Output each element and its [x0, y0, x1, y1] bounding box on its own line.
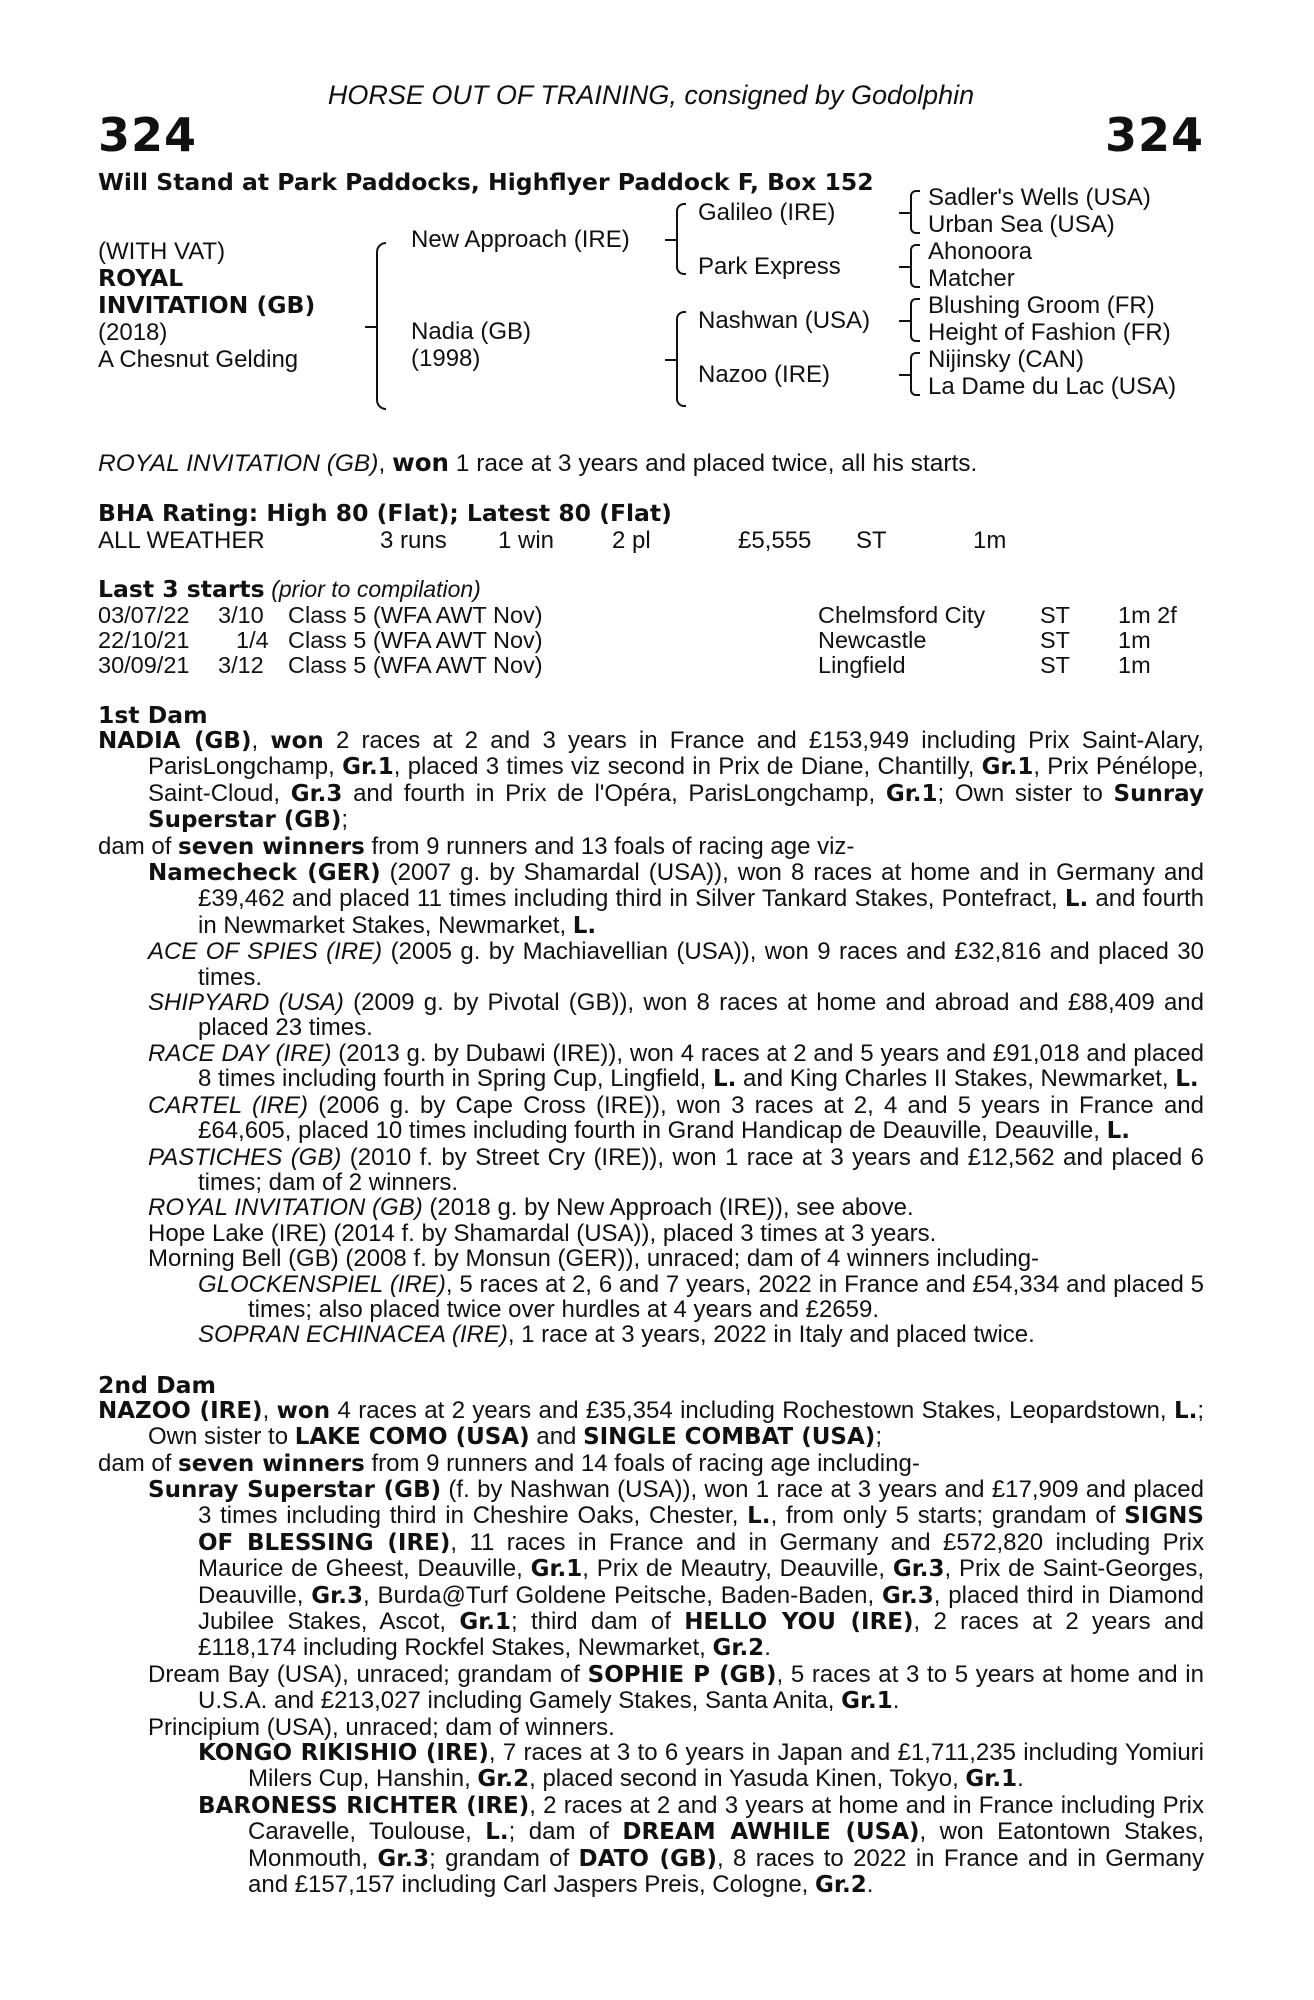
horse-identity — [98, 238, 358, 373]
grade-label: L. — [1173, 1397, 1198, 1424]
start-going: ST — [1040, 627, 1071, 653]
text-run: , placed third in Diamond Jubilee Stakes, Ascot, — [198, 1581, 1204, 1635]
produce-entry: Principium (USA), unraced; dam of winners. — [148, 1713, 615, 1741]
text-run: (2006 g. by Cape Cross (IRE)), won 3 races at 2, 4 and 5 years in France and £64,605, placed 10 times including fourth in Grand Handicap de Deauville, Deauville, — [198, 1091, 1204, 1145]
text-run: ; Own sister to — [937, 779, 1114, 807]
grade-label: Gr.1 — [459, 1609, 511, 1635]
produce-entry — [98, 1195, 1204, 1220]
descendant-name: DREAM AWHILE (USA) — [622, 1819, 920, 1846]
stats-going: ST — [856, 527, 887, 554]
text-run: , 2 races at 2 years and £118,174 including Rockfel Stakes, Newmarket, — [198, 1608, 1205, 1662]
grade-label: Gr.2 — [815, 1872, 867, 1899]
sale-header: HORSE OUT OF TRAINING, consigned by Godolphin — [327, 80, 975, 110]
pedigree-bracket-g1 — [910, 190, 920, 234]
stats-places: 2 pl — [612, 527, 651, 554]
dam-name: NADIA (GB) — [98, 728, 252, 754]
dam-sire: Nashwan (USA) — [698, 307, 871, 334]
start-race: Class 5 (WFA AWT Nov) — [288, 602, 543, 628]
produce-name: SOPRAN ECHINACEA (IRE) — [198, 1321, 508, 1349]
grandsire-line-6: Height of Fashion (FR) — [928, 319, 1171, 346]
text-run: , 8 races to 2022 in France and in Germany and £157,157 including Carl Jaspers Preis, Cologne, — [248, 1844, 1204, 1899]
produce-entry: Hope Lake (IRE) (2014 f. by Shamardal (USA)), placed 3 times at 3 years. — [148, 1219, 937, 1247]
sister-name: SINGLE COMBAT (USA) — [583, 1424, 876, 1451]
dam: Nadia (GB) — [411, 318, 532, 345]
sire-dam: Park Express — [698, 253, 841, 280]
start-row — [98, 653, 1204, 678]
summary-sep: , — [378, 450, 393, 477]
text-run: , 11 races in France and in Germany and £572,820 including Prix Maurice de Gheest, Deauville, — [198, 1528, 1205, 1583]
text-run: . — [1017, 1765, 1024, 1793]
text-run: , — [251, 727, 271, 754]
text-run: . — [866, 1871, 874, 1899]
start-date: 30/09/21 — [98, 652, 190, 678]
text-run: from 9 runners and 14 foals of racing age including- — [364, 1449, 920, 1477]
dam-year: (1998) — [411, 345, 481, 372]
lot-number-row — [98, 106, 1204, 164]
produce-name: RACE DAY (IRE) — [148, 1039, 332, 1067]
summary-horse-name: ROYAL INVITATION (GB) — [98, 450, 379, 477]
stats-runs: 3 runs — [380, 527, 447, 554]
last-starts-note: (prior to compilation) — [271, 576, 481, 602]
text-run: , Prix de Saint-Georges, Deauville, — [198, 1555, 1204, 1609]
descendant-name: SIGNS OF BLESSING (IRE) — [198, 1503, 1204, 1556]
produce-name: Sunray Superstar (GB) — [148, 1476, 442, 1503]
produce-name: GLOCKENSPIEL (IRE) — [198, 1270, 446, 1298]
race-summary — [98, 448, 1204, 479]
grade-label: Gr.1 — [841, 1688, 893, 1715]
text-run: from 9 runners and 13 foals of racing age viz- — [364, 832, 855, 860]
start-position: 1/4 — [236, 627, 269, 653]
last-starts-list — [98, 603, 1204, 678]
grade-label: L. — [1106, 1118, 1130, 1145]
bha-rating-title: BHA Rating: High 80 (Flat); Latest 80 (Flat) — [98, 499, 672, 527]
grade-label: Gr.3 — [290, 780, 343, 807]
descendant-name: DATO (GB) — [578, 1845, 717, 1872]
grade-label: Gr.1 — [981, 754, 1034, 781]
sire: New Approach (IRE) — [411, 226, 630, 253]
start-race: Class 5 (WFA AWT Nov) — [288, 627, 543, 653]
produce-entry — [98, 860, 1204, 939]
won-label: won — [270, 728, 324, 754]
grade-label: L. — [1175, 1066, 1199, 1093]
text-run: . — [764, 1634, 771, 1662]
text-run: , 5 races at 2, 6 and 7 years, 2022 in France and £54,334 and placed 5 times; also placed twice over hurdles at 4 years and £2659. — [248, 1270, 1204, 1323]
grade-label: Gr.1 — [885, 780, 938, 807]
first-dam-section — [98, 728, 1204, 1348]
text-run: ; dam of — [508, 1818, 623, 1846]
dam-dam: Nazoo (IRE) — [698, 361, 831, 388]
grade-label: Gr.1 — [965, 1766, 1018, 1793]
grade-label: Gr.3 — [882, 1582, 934, 1609]
vat-note: (WITH VAT) — [98, 238, 226, 265]
dam-produce-summary — [98, 1451, 1204, 1477]
summary-won: won — [392, 448, 449, 477]
text-run: , Prix de Meautry, Deauville, — [582, 1555, 893, 1583]
produce-entry — [98, 1093, 1204, 1145]
text-run: and fourth in Newmarket Stakes, Newmarket, — [198, 885, 1204, 939]
text-run: , placed second in Yasuda Kinen, Tokyo, — [529, 1765, 966, 1793]
text-run: Dream Bay (USA), unraced; grandam of — [148, 1660, 588, 1688]
grade-label: Gr.3 — [377, 1845, 430, 1872]
text-run: , placed 3 times viz second in Prix de Diane, Chantilly, — [393, 753, 982, 781]
dam-record — [98, 728, 1204, 834]
second-dam-section — [98, 1398, 1204, 1899]
grandsire-line-2: Urban Sea (USA) — [928, 211, 1115, 238]
pedigree-bracket-dam — [676, 311, 686, 407]
first-dam-heading: 1st Dam — [98, 701, 208, 729]
grade-label: L. — [572, 912, 597, 939]
surface-stats-row — [98, 527, 1204, 555]
dam-record — [98, 1398, 1204, 1451]
text-run: , 2 races at 2 and 3 years at home and in France including Prix Caravelle, Toulouse, — [248, 1791, 1204, 1846]
text-run: (f. by Nashwan (USA)), won 1 race at 3 years and £17,909 and placed 3 times including third in Cheshire Oaks, Chester, — [198, 1475, 1204, 1530]
sire-sire: Galileo (IRE) — [698, 199, 836, 226]
start-date: 03/07/22 — [98, 602, 190, 628]
start-course: Chelmsford City — [818, 602, 986, 628]
text-run: , from only 5 starts; grandam of — [770, 1502, 1125, 1530]
text-run: (2013 g. by Dubawi (IRE)), won 4 races at 2 and 5 years and £91,018 and placed 8 times including fourth in Spring Cup, Lingfield, — [198, 1039, 1205, 1093]
second-dam-heading: 2nd Dam — [98, 1370, 216, 1399]
produce-name: ACE OF SPIES (IRE) — [148, 938, 383, 966]
text-run: ; third dam of — [511, 1608, 685, 1635]
last-starts-heading — [98, 575, 1204, 603]
produce-entry — [98, 990, 1204, 1041]
produce-name: ROYAL INVITATION (GB) — [148, 1194, 423, 1222]
produce-entry — [98, 1041, 1204, 1093]
last-starts-title: Last 3 starts — [98, 575, 265, 603]
grade-label: L. — [747, 1503, 771, 1530]
start-distance: 1m — [1118, 627, 1151, 653]
text-run: and fourth in Prix de l'Opéra, ParisLongchamp, — [342, 779, 886, 807]
grand-produce-entry — [98, 1740, 1204, 1793]
start-going: ST — [1040, 652, 1071, 678]
grade-label: Gr.3 — [311, 1582, 363, 1609]
stats-distance: 1m — [973, 527, 1007, 554]
start-date: 22/10/21 — [98, 627, 190, 653]
winners-count: seven winners — [178, 1450, 365, 1477]
horse-name-line1: ROYAL — [98, 264, 184, 292]
stats-surface: ALL WEATHER — [98, 527, 265, 554]
produce-entry — [98, 1145, 1204, 1196]
text-run: (2009 g. by Pivotal (GB)), won 8 races at home and abroad and £88,409 and placed 23 times. — [198, 989, 1204, 1042]
text-run: (2010 f. by Street Cry (IRE)), won 1 race at 3 years and £12,562 and placed 6 times; dam of 2 winners. — [198, 1143, 1205, 1196]
text-run: and — [529, 1423, 584, 1451]
descendant-name: HELLO YOU (IRE) — [684, 1609, 914, 1635]
pedigree-table — [98, 184, 1204, 428]
grandsire-line-7: Nijinsky (CAN) — [928, 346, 1084, 373]
grade-label: Gr.1 — [342, 754, 394, 781]
produce-name: SHIPYARD (USA) — [148, 989, 344, 1017]
text-run: 4 races at 2 years and £35,354 including Rochestown Stakes, Leopardstown, — [330, 1396, 1174, 1424]
stabling-location: Will Stand at Park Paddocks, Highflyer Paddock F, Box 152 — [98, 168, 874, 196]
grandsire-line-8: La Dame du Lac (USA) — [928, 373, 1177, 400]
pedigree-bracket-sire — [676, 203, 686, 275]
grade-label: L. — [712, 1066, 737, 1093]
text-run: , 1 race at 3 years, 2022 in Italy and placed twice. — [507, 1321, 1035, 1349]
grade-label: Gr.1 — [530, 1556, 583, 1583]
grandsire-line-4: Matcher — [928, 265, 1015, 292]
text-run: , Burda@Turf Goldene Peitsche, Baden-Baden, — [362, 1581, 883, 1609]
grade-label: Gr.2 — [477, 1766, 530, 1793]
sister-name: LAKE COMO (USA) — [294, 1424, 530, 1451]
produce-entry — [98, 1662, 1204, 1715]
grand-produce-entry — [98, 1272, 1204, 1323]
text-run: dam of — [98, 1449, 179, 1477]
text-run: 2 races at 2 and 3 years in France and £153,949 including Prix Saint-Alary, ParisLongchamp, — [148, 727, 1204, 781]
horse-year: (2018) — [98, 319, 168, 346]
lot-number-right: 324 — [1104, 108, 1204, 162]
dam-name: NAZOO (IRE) — [98, 1397, 263, 1424]
produce-name: PASTICHES (GB) — [148, 1143, 342, 1171]
text-run: , 5 races at 3 to 5 years at home and in U.S.A. and £213,027 including Gamely Stakes, Santa Anita, — [198, 1660, 1204, 1715]
start-distance: 1m — [1118, 652, 1151, 678]
grand-produce-entry — [98, 1322, 1204, 1347]
horse-name-line2: INVITATION (GB) — [98, 291, 316, 319]
produce-entry — [98, 939, 1204, 990]
pedigree-bracket-g2 — [910, 244, 920, 288]
sister-name: Sunray Superstar (GB) — [148, 780, 1204, 834]
start-row — [98, 603, 1204, 628]
text-run: ; Own sister to — [148, 1396, 1205, 1451]
produce-entry: Morning Bell (GB) (2008 f. by Monsun (GER)), unraced; dam of 4 winners including- — [148, 1245, 1040, 1273]
start-going: ST — [1040, 602, 1071, 628]
grandsire-line-3: Ahonoora — [928, 238, 1033, 265]
text-run: (2005 g. by Machiavellian (USA)), won 9 races and £32,816 and placed 30 times. — [198, 938, 1204, 991]
pedigree-bracket-g3 — [910, 298, 920, 342]
text-run: (2018 g. by New Approach (IRE)), see above. — [422, 1194, 914, 1222]
dam-produce-summary — [98, 834, 1204, 860]
start-position: 3/10 — [218, 602, 264, 628]
text-run: (2007 g. by Shamardal (USA)), won 8 races at home and in Germany and £39,462 and placed 11 times including third in Silver Tankard Stakes, Pontefract, — [198, 859, 1204, 913]
grand-produce-entry — [98, 1793, 1204, 1899]
summary-rest: 1 race at 3 years and placed twice, all his starts. — [448, 450, 978, 477]
grade-label: Gr.3 — [892, 1556, 945, 1583]
text-run: ; — [875, 1423, 882, 1451]
produce-name: KONGO RIKISHIO (IRE) — [198, 1740, 489, 1767]
grade-label: L. — [485, 1819, 509, 1846]
text-run: , Prix Pénélope, Saint-Cloud, — [148, 753, 1204, 807]
start-row — [98, 628, 1204, 653]
produce-entry — [98, 1477, 1204, 1662]
text-run: and King Charles II Stakes, Newmarket, — [736, 1065, 1176, 1093]
stats-earnings: £5,555 — [738, 527, 812, 554]
stats-wins: 1 win — [498, 527, 555, 554]
produce-name: BARONESS RICHTER (IRE) — [198, 1792, 530, 1819]
text-run: ; grandam of — [429, 1844, 579, 1872]
text-run: dam of — [98, 832, 179, 860]
grandsire-line-5: Blushing Groom (FR) — [928, 292, 1155, 319]
pedigree-bracket-main — [376, 242, 386, 410]
text-run: , — [262, 1396, 277, 1424]
text-run: , won Eatontown Stakes, Monmouth, — [248, 1818, 1205, 1872]
grade-label: L. — [1064, 886, 1089, 913]
start-distance: 1m 2f — [1118, 602, 1177, 628]
lot-number-left: 324 — [98, 108, 198, 162]
start-position: 3/12 — [218, 652, 264, 678]
grade-label: Gr.2 — [712, 1635, 765, 1662]
produce-name: Namecheck (GER) — [148, 860, 381, 887]
text-run: , 7 races at 3 to 6 years in Japan and £1,711,235 including Yomiuri Milers Cup, Hanshin, — [248, 1739, 1204, 1793]
catalogue-page — [98, 80, 1204, 1898]
text-run: . — [892, 1687, 900, 1715]
grandsire-line-1: Sadler's Wells (USA) — [928, 184, 1151, 211]
won-label: won — [276, 1397, 331, 1424]
start-course: Lingfield — [818, 652, 906, 678]
start-race: Class 5 (WFA AWT Nov) — [288, 652, 543, 678]
descendant-name: SOPHIE P (GB) — [587, 1661, 777, 1688]
pedigree-bracket-g4 — [910, 352, 920, 396]
start-course: Newcastle — [818, 627, 927, 653]
horse-description: A Chesnut Gelding — [98, 346, 299, 373]
produce-name: CARTEL (IRE) — [148, 1091, 309, 1119]
text-run: ; — [341, 806, 349, 834]
winners-count: seven winners — [178, 833, 365, 860]
